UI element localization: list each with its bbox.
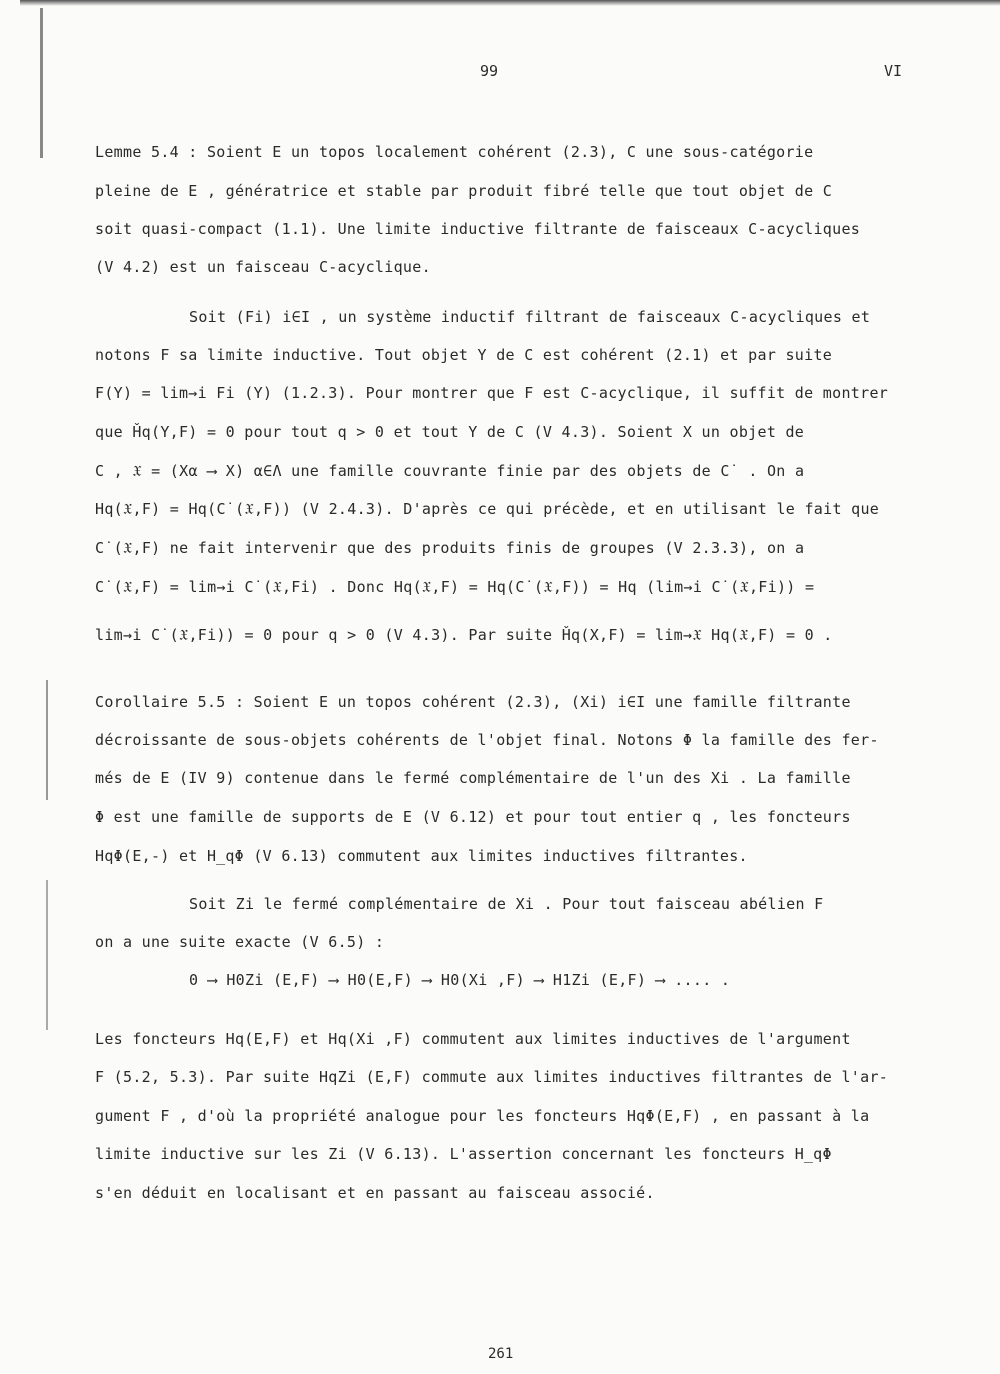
scan-edge — [20, 0, 1000, 6]
lemma-line: Lemme 5.4 : Soient E un topos localement cohérent (2.3), C une sous-catégorie — [95, 143, 814, 161]
proof-line: F (5.2, 5.3). Par suite HqZi (E,F) commute aux limites inductives filtrantes de l'ar- — [95, 1068, 889, 1086]
corollary-line: Corollaire 5.5 : Soient E un topos cohérent (2.3), (Xi) i∈I une famille filtrante — [95, 693, 851, 711]
proof-line: C , 𝔛 = (Xα ⟶ X) α∈Λ une famille couvrante finie par des objets de C˙ . On a — [95, 462, 805, 480]
lemma-line: (V 4.2) est un faisceau C-acyclique. — [95, 258, 431, 276]
corollary-line: Φ est une famille de supports de E (V 6.12) et pour tout entier q , les foncteurs — [95, 808, 851, 826]
proof-line: Les foncteurs Hq(E,F) et Hq(Xi ,F) commutent aux limites inductives de l'argument — [95, 1030, 851, 1048]
proof-line: gument F , d'où la propriété analogue pour les foncteurs HqΦ(E,F) , en passant à la — [95, 1107, 870, 1125]
proof-line: que Ȟq(Y,F) = 0 pour tout q > 0 et tout Y de C (V 4.3). Soient X un objet de — [95, 423, 805, 441]
chapter-mark: VI — [883, 62, 902, 80]
proof-line: notons F sa limite inductive. Tout objet Y de C est cohérent (2.1) et par suite — [95, 346, 833, 364]
proof-line: C˙(𝔛,F) ne fait intervenir que des produits finis de groupes (V 2.3.3), on a — [95, 539, 805, 557]
proof-line: Hq(𝔛,F) = Hq(C˙(𝔛,F)) (V 2.4.3). D'après ce qui précède, et en utilisant le fait que — [95, 500, 880, 518]
proof-line: lim→i C˙(𝔛,Fi)) = 0 pour q > 0 (V 4.3). Par suite Ȟq(X,F) = lim→𝔛 Hq(𝔛,F) = 0 . — [95, 626, 833, 644]
proof-line: C˙(𝔛,F) = lim→i C˙(𝔛,Fi) . Donc Hq(𝔛,F) = Hq(C˙(𝔛,F)) = Hq (lim→i C˙(𝔛,Fi)) = — [95, 578, 815, 596]
proof-line: Soit (Fi) i∈I , un système inductif filtrant de faisceaux C-acycliques et — [189, 308, 871, 326]
scan-margin-line — [46, 880, 48, 1030]
proof-line: s'en déduit en localisant et en passant au faisceau associé. — [95, 1184, 655, 1202]
footer-page-number: 261 — [488, 1346, 514, 1362]
scan-margin-line — [40, 8, 43, 158]
scan-margin-line — [46, 680, 48, 800]
proof-line: F(Y) = lim→i Fi (Y) (1.2.3). Pour montrer que F est C-acyclique, il suffit de montrer — [95, 384, 889, 402]
proof-line: limite inductive sur les Zi (V 6.13). L'assertion concernant les foncteurs H̲qΦ — [95, 1145, 832, 1163]
proof-line: on a une suite exacte (V 6.5) : — [95, 933, 385, 951]
corollary-line: HqΦ(E,-) et H̲qΦ (V 6.13) commutent aux limites inductives filtrantes. — [95, 847, 748, 865]
lemma-line: pleine de E , génératrice et stable par produit fibré telle que tout objet de C — [95, 182, 833, 200]
corollary-line: més de E (IV 9) contenue dans le fermé complémentaire de l'un des Xi . La famille — [95, 769, 851, 787]
proof-line: Soit Zi le fermé complémentaire de Xi . Pour tout faisceau abélien F — [189, 895, 824, 913]
corollary-line: décroissante de sous-objets cohérents de l'objet final. Notons Φ la famille des fer- — [95, 731, 879, 749]
exact-sequence: 0 ⟶ H0Zi (E,F) ⟶ H0(E,F) ⟶ H0(Xi ,F) ⟶ H1Zi (E,F) ⟶ .... . — [189, 971, 731, 989]
lemma-line: soit quasi-compact (1.1). Une limite inductive filtrante de faisceaux C-acycliques — [95, 220, 861, 238]
page-number: 99 — [480, 62, 499, 80]
